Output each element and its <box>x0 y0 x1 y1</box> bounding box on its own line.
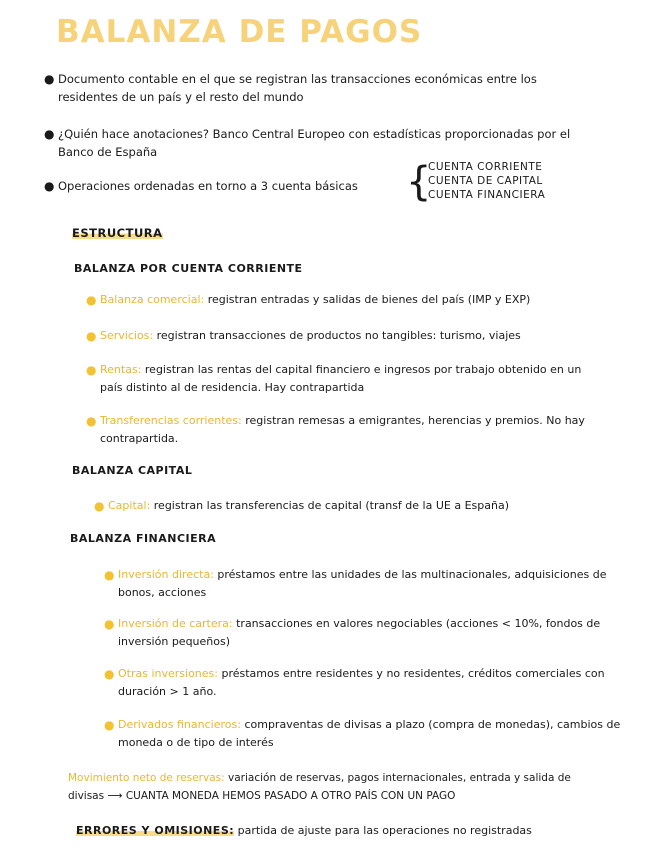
financiera-item-1 <box>104 566 628 602</box>
page-title: BALANZA DE PAGOS <box>56 14 423 50</box>
reservas-term: Movimiento neto de reservas: <box>68 772 225 784</box>
item-text: préstamos entre residentes y no residentes, créditos comerciales con duración > 1 año. <box>118 667 605 698</box>
financiera-heading: BALANZA FINANCIERA <box>70 532 217 545</box>
item-text: registran entradas y salidas de bienes del país (IMP y EXP) <box>207 293 531 306</box>
reservas-text: variación de reservas, pagos internacionales, entrada y salida de divisas ⟶ CUANTA MONEDA HEMOS PASADO A OTRO PAÍS CON UN PAGO <box>68 772 571 802</box>
corriente-item-4 <box>86 412 622 448</box>
bullet-dot: ● <box>104 617 115 631</box>
brace-symbol: { <box>406 159 432 205</box>
intro-text: Operaciones ordenadas en torno a 3 cuenta básicas <box>58 179 358 193</box>
item-text: registran remesas a emigrantes, herencias y premios. No hay contrapartida. <box>100 414 585 445</box>
bullet-dot: ● <box>94 499 105 513</box>
item-text: registran las transferencias de capital (transf de la UE a España) <box>153 499 509 512</box>
intro-bullet-2 <box>44 125 603 161</box>
intro-bullet-3 <box>44 177 418 195</box>
item-term: Servicios: <box>100 329 154 342</box>
item-term: Rentas: <box>100 363 142 376</box>
capital-item-1 <box>94 497 628 515</box>
bullet-dot: ● <box>86 414 97 428</box>
corriente-heading: BALANZA POR CUENTA CORRIENTE <box>74 262 303 275</box>
account-item: CUENTA DE CAPITAL <box>428 175 543 187</box>
accounts-list <box>428 160 545 202</box>
bullet-dot: ● <box>86 329 97 343</box>
account-item: CUENTA FINANCIERA <box>428 189 546 201</box>
item-text: registran transacciones de productos no tangibles: turismo, viajes <box>156 329 521 342</box>
corriente-item-1 <box>86 291 620 309</box>
bullet-dot: ● <box>104 718 115 732</box>
corriente-item-2 <box>86 327 620 345</box>
item-term: Inversión de cartera: <box>118 617 233 630</box>
item-text: compraventas de divisas a plazo (compra de monedas), cambios de moneda o de tipo de interés <box>118 718 621 749</box>
intro-text: Documento contable en el que se registran las transacciones económicas entre los residentes de un país y el resto del mundo <box>58 72 537 104</box>
bullet-dot: ● <box>44 72 55 86</box>
account-item: CUENTA CORRIENTE <box>428 161 543 173</box>
estructura-text: ESTRUCTURA <box>72 226 163 240</box>
errores-term: ERRORES Y OMISIONES: <box>76 824 235 837</box>
item-text: registran las rentas del capital financiero e ingresos por trabajo obtenido en un país distinto al de residencia. Hay contrapartida <box>100 363 582 394</box>
intro-text: ¿Quién hace anotaciones? Banco Central Europeo con estadísticas proporcionadas por el Banco de España <box>58 127 571 159</box>
reservas-block <box>68 769 598 805</box>
errores-block <box>76 822 616 840</box>
intro-bullet-1 <box>44 70 598 106</box>
financiera-item-2 <box>104 615 623 651</box>
item-text: préstamos entre las unidades de las multinacionales, adquisiciones de bonos, acciones <box>118 568 607 599</box>
item-term: Derivados financieros: <box>118 718 241 731</box>
corriente-item-3 <box>86 361 605 397</box>
item-text: transacciones en valores negociables (acciones < 10%, fondos de inversión pequeños) <box>118 617 601 648</box>
bullet-dot: ● <box>104 568 115 582</box>
bullet-dot: ● <box>104 667 115 681</box>
financiera-item-3 <box>104 665 618 701</box>
item-term: Transferencias corrientes: <box>100 414 242 427</box>
item-term: Capital: <box>108 499 151 512</box>
item-term: Balanza comercial: <box>100 293 205 306</box>
item-term: Otras inversiones: <box>118 667 218 680</box>
bullet-dot: ● <box>44 179 55 193</box>
item-term: Inversión directa: <box>118 568 214 581</box>
financiera-item-4 <box>104 716 630 752</box>
bullet-dot: ● <box>44 127 55 141</box>
estructura-heading <box>72 226 163 240</box>
errores-text: partida de ajuste para las operaciones no registradas <box>237 824 532 837</box>
capital-heading: BALANZA CAPITAL <box>72 464 193 477</box>
bullet-dot: ● <box>86 363 97 377</box>
bullet-dot: ● <box>86 293 97 307</box>
